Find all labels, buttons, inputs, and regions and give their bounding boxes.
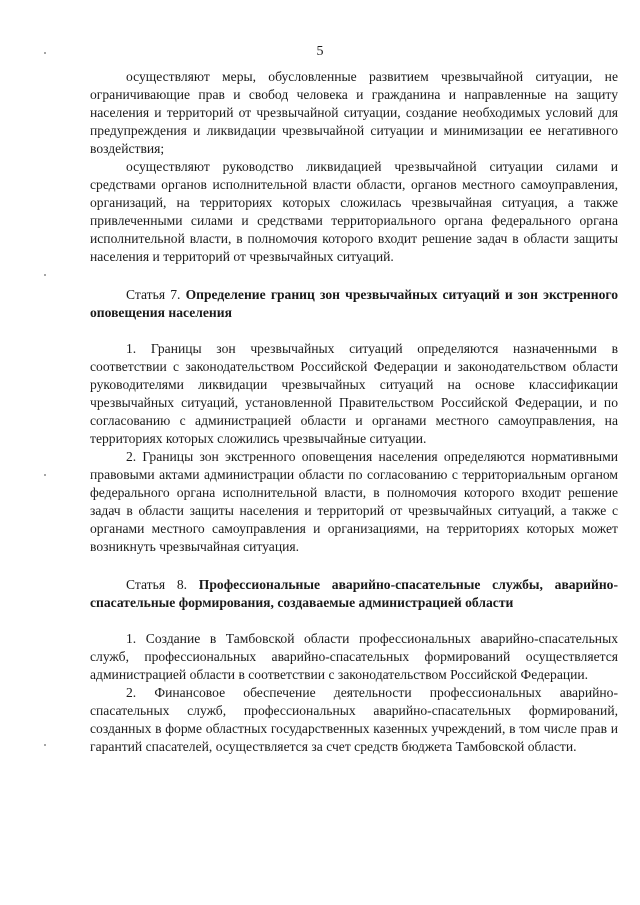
article-7-paragraph: 1. Границы зон чрезвычайных ситуаций определяются назначенными в соответствии с законодательством Российской Федерации и законодательством области руководителями ликвидации чрезвычайных ситуаций на основе классификации чрезвычайных ситуаций, установленной Правительством Российской Федерации, и по согласованию с администрацией области и органами местного самоуправления, на территориях которых сложились чрезвычайные ситуации. <box>90 341 618 446</box>
article-7-paragraph: 2. Границы зон экстренного оповещения населения определяются нормативными правовыми актами администрации области по согласованию с территориальным органом федерального органа исполнительной власти, в полномочия которого входит решение задач в области защиты населения и территорий от чрезвычайных ситуаций, а также с органами местного самоуправления и организациями, на территориях которых может возникнуть чрезвычайная ситуация. <box>90 449 618 554</box>
article-8-paragraph: 2. Финансовое обеспечение деятельности профессиональных аварийно-спасательных служб, профессиональных аварийно-спасательных формирований, созданных в форме областных государственных казенных учреждений, в том числе прав и гарантий спасателей, осуществляется за счет средств бюджета Тамбовской области. <box>90 685 618 754</box>
article-7-title: Определение границ зон чрезвычайных ситуаций и зон экстренного оповещения населения <box>90 287 619 320</box>
article-7-heading <box>90 286 618 322</box>
article-7-label: Статья 7. <box>126 287 181 302</box>
document-body <box>90 68 618 756</box>
page-number: 5 <box>316 44 324 59</box>
scan-speck <box>44 474 46 476</box>
scan-speck <box>44 744 46 746</box>
intro-paragraph: осуществляют меры, обусловленные развитием чрезвычайной ситуации, не ограничивающие прав и свобод человека и гражданина и направленные на защиту населения и территорий от чрезвычайной ситуации, создание необходимых условий для предупреждения и ликвидации чрезвычайной ситуации и минимизации ее негативного воздействия; <box>90 69 618 156</box>
scan-speck <box>44 274 46 276</box>
article-8-title: Профессиональные аварийно-спасательные службы, аварийно-спасательные формирования, создаваемые администрацией области <box>90 577 618 610</box>
article-8-heading <box>90 576 618 612</box>
article-8-paragraph: 1. Создание в Тамбовской области профессиональных аварийно-спасательных служб, профессиональных аварийно-спасательных формирований осуществляется администрацией области в соответствии с законодательством Российской Федерации. <box>90 631 618 682</box>
article-8-label: Статья 8. <box>126 577 188 592</box>
intro-paragraph: осуществляют руководство ликвидацией чрезвычайной ситуации силами и средствами органов исполнительной власти области, органов местного самоуправления, организаций, на территориях которых сложилась чрезвычайная ситуация, а также привлеченными силами и средствами территориального органа федерального органа исполнительной власти, в полномочия которого входит решение задач в области защиты населения и территорий от чрезвычайных ситуаций. <box>90 159 618 264</box>
scan-speck <box>44 52 46 54</box>
